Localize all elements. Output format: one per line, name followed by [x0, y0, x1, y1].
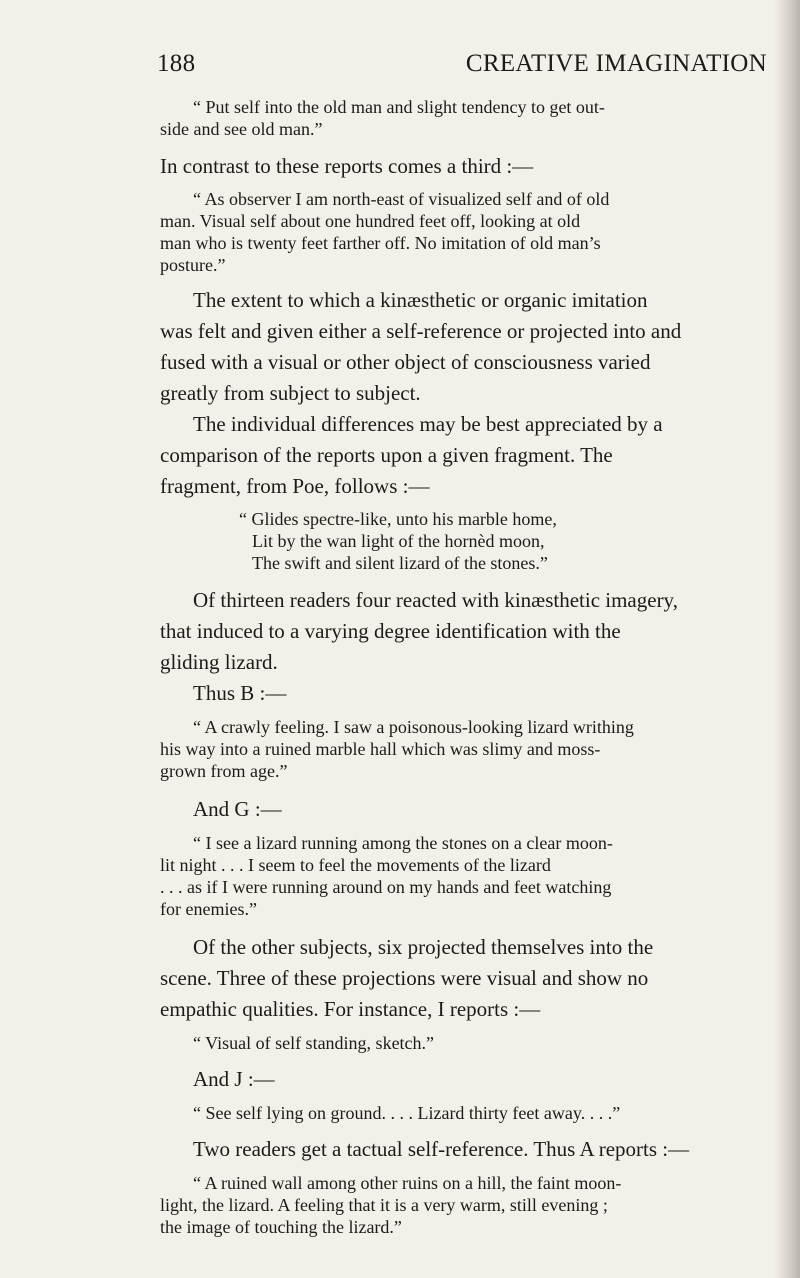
text-line: grown from age.” — [160, 761, 288, 781]
text-line: “ A ruined wall among other ruins on a hill, the faint moon- — [193, 1173, 622, 1193]
text-line: Lit by the wan light of the hornèd moon, — [252, 531, 545, 551]
page-header — [157, 50, 767, 86]
text-line: that induced to a varying degree identification with the — [160, 619, 621, 643]
text-line: was felt and given either a self-reference or projected into and — [160, 319, 682, 343]
text-line: The individual differences may be best appreciated by a — [193, 412, 663, 436]
text-line: gliding lizard. — [160, 650, 278, 674]
text-line: man. Visual self about one hundred feet off, looking at old — [160, 211, 581, 231]
text-line: his way into a ruined marble hall which was slimy and moss- — [160, 739, 601, 759]
text-line: And J :— — [193, 1067, 275, 1091]
text-line: . . . as if I were running around on my hands and feet watching — [160, 877, 612, 897]
text-line: the image of touching the lizard.” — [160, 1217, 402, 1237]
text-line: comparison of the reports upon a given fragment. The — [160, 443, 613, 467]
text-line: “ Visual of self standing, sketch.” — [193, 1033, 435, 1053]
text-line: “ As observer I am north-east of visualized self and of old — [193, 189, 610, 209]
text-line: fragment, from Poe, follows :— — [160, 474, 430, 498]
text-line: “ I see a lizard running among the stones on a clear moon- — [193, 833, 613, 853]
text-line: for enemies.” — [160, 899, 257, 919]
text-line: “ Glides spectre-like, unto his marble home, — [239, 509, 557, 529]
text-line: Of the other subjects, six projected themselves into the — [193, 935, 654, 959]
text-line: In contrast to these reports comes a third :— — [160, 154, 534, 178]
text-line: fused with a visual or other object of consciousness varied — [160, 350, 651, 374]
text-line: The swift and silent lizard of the stones.” — [252, 553, 548, 573]
text-line: man who is twenty feet farther off. No imitation of old man’s — [160, 233, 601, 253]
text-line: scene. Three of these projections were visual and show no — [160, 966, 649, 990]
text-line: “ A crawly feeling. I saw a poisonous-looking lizard writhing — [193, 717, 634, 737]
text-line: Of thirteen readers four reacted with kinæsthetic imagery, — [193, 588, 678, 612]
text-line: side and see old man.” — [160, 119, 323, 139]
text-line: Two readers get a tactual self-reference. Thus A reports :— — [193, 1137, 690, 1161]
text-line: Thus B :— — [193, 681, 287, 705]
text-line: And G :— — [193, 797, 282, 821]
text-line: posture.” — [160, 255, 226, 275]
running-title: CREATIVE IMAGINATION — [465, 50, 767, 77]
text-line: empathic qualities. For instance, I reports :— — [160, 997, 541, 1021]
text-line: light, the lizard. A feeling that it is a very warm, still evening ; — [160, 1195, 608, 1215]
text-line: greatly from subject to subject. — [160, 381, 421, 405]
page-number: 188 — [157, 50, 196, 77]
text-line: “ Put self into the old man and slight tendency to get out- — [193, 97, 605, 117]
text-line: The extent to which a kinæsthetic or organic imitation — [193, 288, 648, 312]
text-line: lit night . . . I seem to feel the movements of the lizard — [160, 855, 551, 875]
text-line: “ See self lying on ground. . . . Lizard thirty feet away. . . .” — [193, 1103, 621, 1123]
